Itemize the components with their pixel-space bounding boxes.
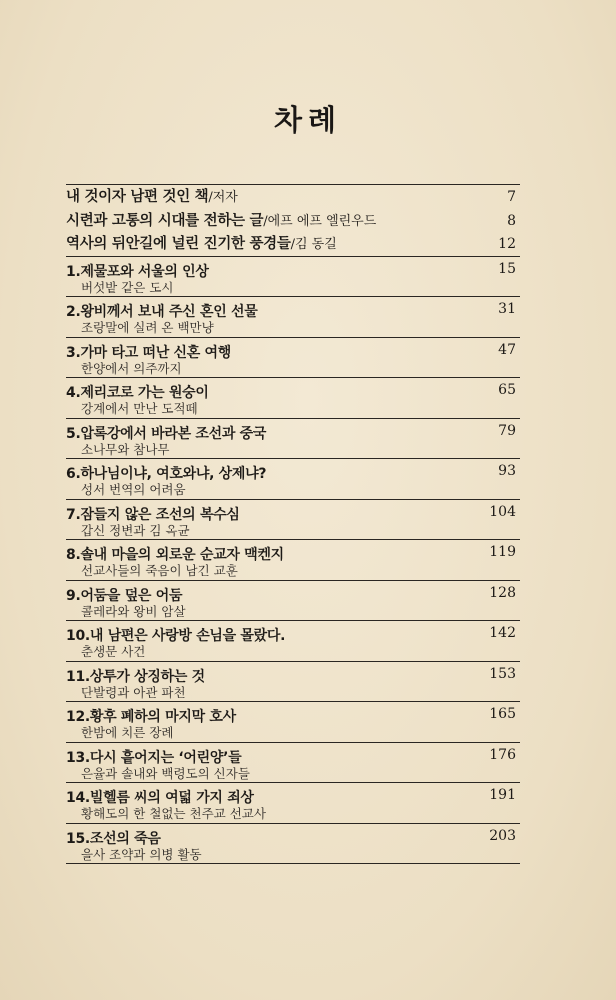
page-number: 8: [507, 212, 516, 229]
intro-entry: [66, 185, 520, 209]
chapter-entry: [66, 296, 520, 337]
chapter-title: 8.솔내 마을의 외로운 순교자 맥켄지: [66, 547, 284, 563]
chapter-entry: [66, 620, 520, 661]
chapter-title: 14.빌헬름 씨의 여덟 가지 죄상: [66, 790, 254, 806]
chapter-subtitle: 을사 조약과 의병 활동: [81, 846, 202, 862]
chapter-subtitle: 버섯밭 같은 도시: [81, 279, 174, 295]
page-number: 12: [498, 236, 516, 252]
intro-entry: [66, 232, 520, 256]
page-number: 31: [498, 301, 516, 317]
chapter-title: 12.황후 폐하의 마지막 호사: [66, 709, 236, 725]
chapter-title: 10.내 남편은 사랑방 손님을 몰랐다.: [66, 628, 286, 644]
intro-entry: [66, 209, 520, 233]
chapter-subtitle: 한양에서 의주까지: [81, 360, 182, 376]
chapter-entry: [66, 539, 520, 580]
chapter-entry: [66, 256, 520, 297]
page-number: 203: [489, 827, 516, 844]
page-number: 119: [489, 544, 516, 560]
page-number: 65: [498, 382, 516, 398]
intro-entry-title: 시련과 고통의 시대를 전하는 글: [66, 212, 264, 229]
chapter-title: 6.하나님이냐, 여호와냐, 상제냐?: [66, 466, 267, 482]
intro-list: [66, 185, 520, 256]
chapter-subtitle: 조랑말에 실려 온 백만냥: [81, 320, 214, 335]
chapter-title: 3.가마 타고 떠난 신혼 여행: [66, 344, 231, 361]
chapter-entry: [66, 580, 520, 621]
chapter-entry: [66, 742, 520, 783]
chapter-list: [66, 256, 520, 865]
chapter-subtitle: 단발령과 아관 파천: [81, 684, 186, 700]
page-number: 15: [498, 260, 516, 277]
chapter-title: 11.상투가 상징하는 것: [66, 668, 205, 685]
page-number: 104: [489, 503, 516, 520]
intro-entry-text: [66, 185, 238, 206]
chapter-entry: [66, 823, 520, 865]
chapter-subtitle: 강계에서 만난 도적떼: [81, 401, 198, 416]
intro-entry-text: [66, 232, 337, 253]
chapter-title: 15.조선의 죽음: [66, 830, 161, 847]
chapter-title: 1.제물포와 서울의 인상: [66, 263, 209, 280]
intro-entry-author: /김 동길: [290, 237, 337, 252]
chapter-entry: [66, 701, 520, 742]
chapter-entry: [66, 499, 520, 540]
chapter-title: 9.어둠을 덮은 어둠: [66, 587, 183, 604]
chapter-subtitle: 춘생문 사건: [81, 644, 146, 659]
page-number: 47: [498, 341, 516, 358]
intro-entry-author: /저자: [208, 190, 238, 205]
chapter-subtitle: 선교사들의 죽음이 남긴 교훈: [81, 563, 238, 578]
chapter-entry: [66, 377, 520, 418]
chapter-title: 5.압록강에서 바라본 조선과 중국: [66, 425, 267, 442]
page-number: 142: [489, 625, 516, 641]
chapter-subtitle: 한밤에 치른 장례: [81, 725, 174, 740]
chapter-title: 13.다시 흩어지는 ‘어린양’들: [66, 749, 242, 766]
chapter-title: 2.왕비께서 보내 주신 혼인 선물: [66, 304, 258, 320]
chapter-subtitle: 은율과 솔내와 백령도의 신자들: [81, 765, 250, 781]
page-number: 153: [489, 665, 516, 682]
chapter-subtitle: 성서 번역의 어려움: [81, 482, 186, 497]
chapter-title: 7.잠들지 않은 조선의 복수심: [66, 506, 240, 523]
chapter-subtitle: 황해도의 한 철없는 천주교 선교사: [81, 806, 266, 821]
intro-entry-text: [66, 209, 376, 230]
page-number: 7: [507, 189, 516, 205]
chapter-subtitle: 콜레라와 왕비 암살: [81, 603, 186, 619]
intro-entry-title: 역사의 뒤안길에 널린 진기한 풍경들: [66, 236, 291, 252]
page-title: 차례: [273, 103, 343, 137]
page-number: 79: [498, 422, 516, 439]
table-of-contents: [66, 184, 520, 864]
intro-entry-title: 내 것이자 남편 것인 책: [66, 189, 209, 205]
page-number: 93: [498, 463, 516, 479]
intro-entry-author: /에프 에프 엘린우드: [263, 213, 377, 229]
chapter-entry: [66, 418, 520, 459]
chapter-title: 4.제리코로 가는 원숭이: [66, 385, 209, 401]
chapter-entry: [66, 337, 520, 378]
page-number: 176: [489, 746, 516, 763]
chapter-entry: [66, 661, 520, 702]
chapter-entry: [66, 782, 520, 823]
page-number: 128: [489, 584, 516, 601]
page-number: 165: [489, 706, 516, 722]
page-number: 191: [489, 787, 516, 803]
chapter-subtitle: 소나무와 참나무: [81, 441, 170, 457]
chapter-entry: [66, 458, 520, 499]
chapter-subtitle: 갑신 정변과 김 옥균: [81, 522, 190, 538]
